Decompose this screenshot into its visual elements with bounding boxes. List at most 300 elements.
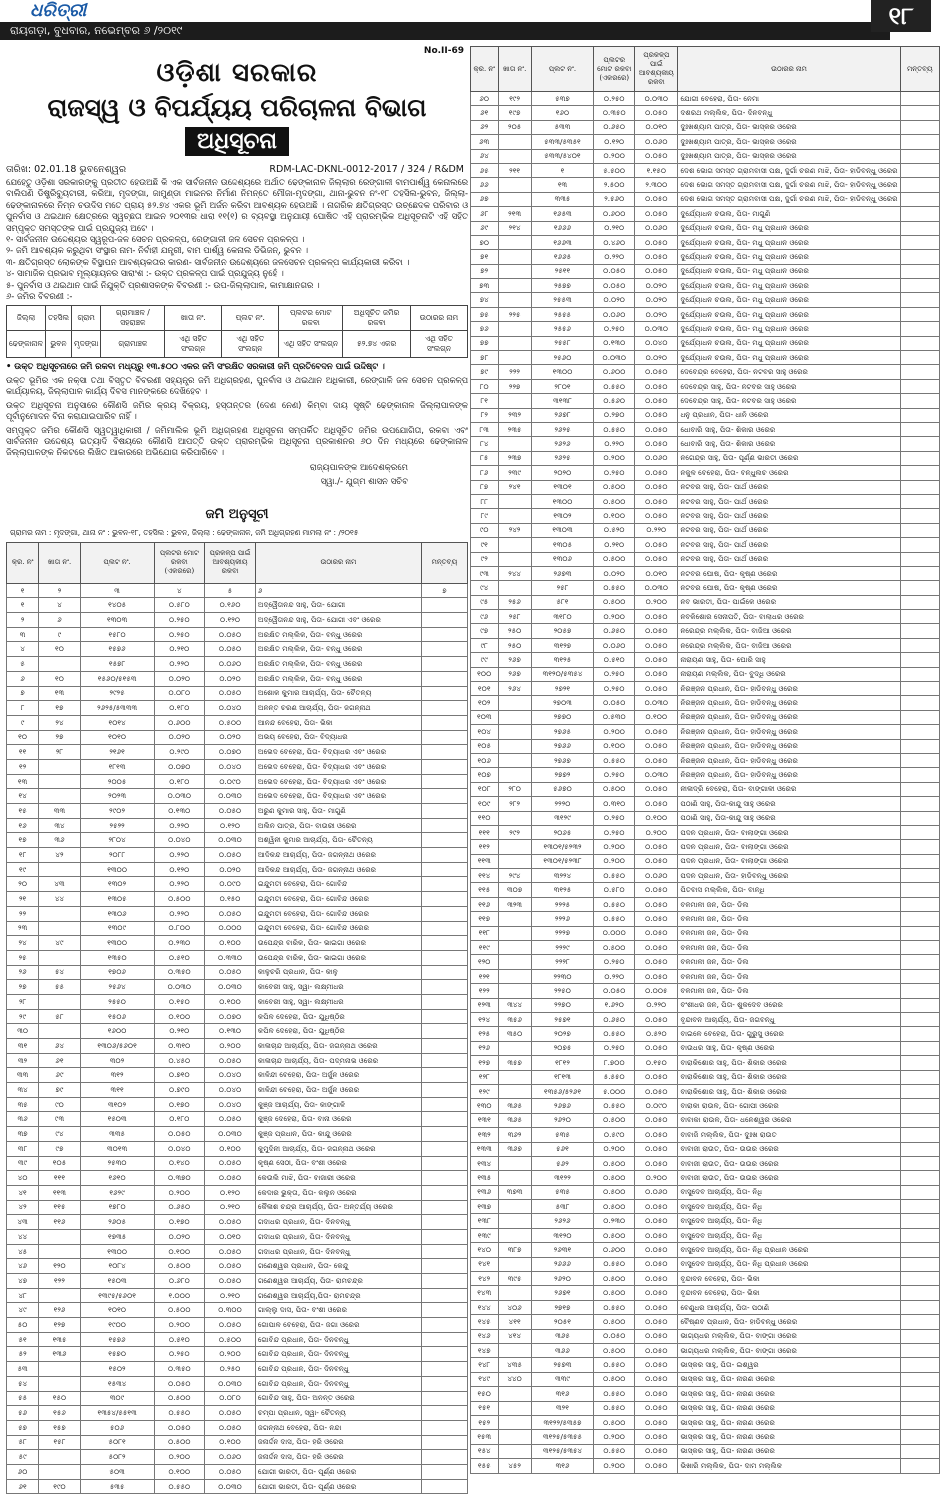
table-cell: [498, 264, 531, 278]
table-cell: ୫୫: [7, 1391, 39, 1406]
table-row: [7, 1420, 468, 1435]
table-cell: ୪୪୦: [498, 1372, 531, 1386]
table-cell: ୨୫୮: [498, 610, 531, 624]
table-cell: ୯୪: [471, 581, 499, 595]
table-cell: ୦.୫୦୦: [594, 494, 635, 508]
table-cell: ୧୨୦: [471, 955, 499, 969]
table-cell: [900, 1084, 939, 1098]
table-cell: କପିଳ ଦେହେରା, ପିତା- ଯୁଧିଷ୍ଠିର: [255, 1024, 421, 1039]
table-cell: ୧୫୮୦: [80, 627, 154, 642]
table-cell: ୦.୦୬୦: [635, 451, 678, 465]
table-cell: ବଳମାଳୀ ଜନ, ପିତା- ଡିଲ: [678, 941, 900, 955]
table-cell: ୦.୦୫୦: [635, 941, 678, 955]
table-cell: [39, 657, 80, 672]
table-cell: ଅଭେଦ ବେହେରା, ପିତା- ବିଦ୍ୟାଧର ଏବଂ ଓରେର: [255, 759, 421, 774]
table-cell: [498, 941, 531, 955]
table-cell: ୫୩୩/୫୩୫୧: [531, 135, 593, 149]
table-cell: ୨୬୭୧: [531, 1286, 593, 1300]
table-cell: [900, 1372, 939, 1386]
table-cell: ୦.୦୫୦: [635, 379, 678, 393]
table-cell: ଗଦାଧର ପ୍ରଧାନ, ପିତା- ଦିନବନ୍ଧୁ: [255, 1229, 421, 1244]
table-cell: ୦.୦୫୦: [635, 1459, 678, 1473]
table-cell: ୮.୭୦୦: [594, 1056, 635, 1070]
table-cell: ୨୦୨୦: [531, 466, 593, 480]
table-cell: ୯୫: [471, 595, 499, 609]
table-cell: ୧୩୦୧/୫୨୩୮: [531, 854, 593, 868]
table-cell: ୧୫୦: [471, 1387, 499, 1401]
table-cell: ନିରଞ୍ଜନ ପ୍ରଧାନ, ପିତା- ହାଡିବନ୍ଧୁ ଓରେର: [678, 739, 900, 753]
table-cell: ୧୫୩୪: [80, 1376, 154, 1391]
table-cell: ୩୦୧୩: [80, 1141, 154, 1156]
table-cell: ୦.୦୫୦: [635, 1013, 678, 1027]
table-cell: ୫୩୩/୫୪୦୧: [531, 149, 593, 163]
table-cell: ୯୭: [471, 624, 499, 638]
table-cell: [421, 1274, 467, 1289]
table-cell: ୫୭: [7, 1420, 39, 1435]
table-cell: ୧୨୬: [471, 1041, 499, 1055]
table-cell: ୧୧୬: [471, 897, 499, 911]
table-cell: ୦.୫୫୦: [594, 581, 635, 595]
table-cell: ୦.୦୫୦: [635, 264, 678, 278]
table-cell: [498, 725, 531, 739]
table-row: [7, 774, 468, 789]
table-cell: ୫୪: [39, 965, 80, 980]
table-cell: ୦.୦୫୦: [594, 279, 635, 293]
table-cell: ୩୧୨୨: [531, 1171, 593, 1185]
table-cell: ୧୪୫: [471, 1315, 499, 1329]
table-cell: ୫.୫୦୦: [594, 163, 635, 177]
info-header-cell: ପ୍ଲଟର ମୋଟ ରକବା: [279, 306, 343, 331]
table-cell: ୦.୨୯୦: [154, 745, 205, 760]
table-cell: [498, 1444, 531, 1458]
table-row: [471, 912, 940, 926]
table-cell: ୨୦୨୭: [531, 1027, 593, 1041]
table-cell: ୨୩୫: [498, 422, 531, 436]
table-row: [471, 782, 940, 796]
table-cell: ୧୧୧: [39, 1171, 80, 1186]
table-cell: ୧୫୧: [471, 1401, 499, 1415]
table-cell: ୨୬୨୫: [531, 422, 593, 436]
table-cell: ୧୦୧୦: [80, 1303, 154, 1318]
table-row: [7, 1450, 468, 1465]
table-cell: ଇନ୍ଦୁମତୀ ବେହେରା, ପିତା- ଗୋବିନ୍ଦ ଓରେର: [255, 906, 421, 921]
table-cell: ନଟବର ସାହୁ, ପିତା- ପାର୍ଥ ଓରେର: [678, 494, 900, 508]
table-cell: [900, 667, 939, 681]
table-cell: ୦.୩୩୦: [205, 950, 256, 965]
table-cell: ୦.୦୫୦: [635, 883, 678, 897]
table-cell: ୦.୫୨୦: [635, 1027, 678, 1041]
table-cell: [900, 782, 939, 796]
table-row: [471, 1027, 940, 1041]
table-cell: ୦.୫୦୦: [594, 1228, 635, 1242]
table-cell: ୨୧୬୧: [80, 745, 154, 760]
table-cell: ୦.୫୧୦: [154, 1332, 205, 1347]
table-cell: ନଗେନ୍ଦ୍ର ସାହୁ, ପିତା- ପୂର୍ଣ୍ଣ ଭାରତୀ ଓରେର: [678, 451, 900, 465]
table-cell: ୦.୫୫୦: [594, 1257, 635, 1271]
table-cell: [498, 1257, 531, 1271]
table-cell: ୦.୦୬୦: [635, 221, 678, 235]
table-row: [7, 818, 468, 833]
table-cell: ୬୭: [471, 192, 499, 206]
table-cell: [421, 1039, 467, 1054]
notice-title-government: ଓଡ଼ିଶା ସରକାର: [156, 58, 318, 88]
table-cell: ୧୦୭: [471, 768, 499, 782]
table-cell: ୦.୦୪୦: [154, 833, 205, 848]
table-cell: ୧.୦୦୦: [154, 1288, 205, 1303]
table-cell: ୦.୧୨୦: [205, 1185, 256, 1200]
table-cell: ୦.୨୦୦: [594, 1430, 635, 1444]
table-row: [471, 394, 940, 408]
table-cell: [421, 1347, 467, 1362]
table-row: [471, 1041, 940, 1055]
notice-points: [6, 234, 468, 302]
table-cell: ୦.୦୩୦: [205, 833, 256, 848]
table-cell: [421, 1185, 467, 1200]
table-cell: [900, 466, 939, 480]
table-cell: ୧୨୩: [471, 998, 499, 1012]
table-cell: ୭: [7, 686, 39, 701]
table-cell: [900, 1286, 939, 1300]
table-cell: ୨୩: [7, 921, 39, 936]
info-header-cell: ଜିଲ୍ଲା: [7, 306, 46, 331]
table-cell: ୩୬୫: [498, 1099, 531, 1113]
table-row: [471, 797, 940, 811]
table-cell: ୨୫୬: [498, 595, 531, 609]
table-cell: ୬୨: [471, 120, 499, 134]
table-cell: ୩୦: [7, 1024, 39, 1039]
table-row: [471, 480, 940, 494]
table-row: [471, 1128, 940, 1142]
table-cell: ୫୩୫: [531, 1128, 593, 1142]
table-cell: ୦.୦୫୦: [635, 897, 678, 911]
table-row: [471, 811, 940, 825]
table-cell: [498, 1401, 531, 1415]
table-cell: [900, 1027, 939, 1041]
table-cell: ୦.୫୫୦: [594, 753, 635, 767]
table-cell: ୫୮୧: [531, 595, 593, 609]
table-cell: [900, 955, 939, 969]
table-cell: [421, 877, 467, 892]
table-cell: ୦.୦୫୦: [205, 1259, 256, 1274]
table-cell: ୦.୦୫୦: [635, 235, 678, 249]
table-cell: ୭୬: [471, 322, 499, 336]
table-cell: [900, 221, 939, 235]
table-cell: ୧୬୬୫: [531, 250, 593, 264]
table-row: [471, 1444, 940, 1458]
table-cell: ୦.୫୦୦: [594, 782, 635, 796]
table-row: [7, 686, 468, 701]
table-cell: ନକୁଳ ବେହେରା, ପିତା- ବନ୍ଧୁଲଚ ଓରେର: [678, 466, 900, 480]
table-cell: ୬୬: [471, 178, 499, 192]
table-cell: ୦.୫୧୦: [594, 653, 635, 667]
table-cell: ୦.୧୬୦: [205, 598, 256, 613]
table-cell: ୦.୫୦୦: [594, 941, 635, 955]
table-cell: ୦.୦୫୦: [635, 682, 678, 696]
table-cell: [900, 739, 939, 753]
table-cell: ୭୪: [471, 293, 499, 307]
table-cell: ୨୮୦୪: [80, 833, 154, 848]
table-row: [7, 1185, 468, 1200]
table-row: [7, 642, 468, 657]
table-cell: ୦.୦୫୦: [635, 610, 678, 624]
table-cell: ୦.୨୨୦: [154, 906, 205, 921]
table-row: [471, 1228, 940, 1242]
table-cell: ଅଭୟ ବେହେରା, ପିତା- ବିଦ୍ୟାଧର: [255, 730, 421, 745]
table-cell: ୦.୨୧୦: [154, 1024, 205, 1039]
table-cell: ୦.୨୫୦: [594, 768, 635, 782]
table-cell: ୯୦: [471, 523, 499, 537]
table-cell: ୮୫: [471, 451, 499, 465]
table-cell: ୦.୦୫୦: [205, 804, 256, 819]
table-cell: ୨୨୫୦: [531, 984, 593, 998]
table-cell: ୯୩: [471, 566, 499, 580]
table-row: [7, 1024, 468, 1039]
table-cell: [39, 789, 80, 804]
table-cell: ୧୩୫୪/୫୫୧୩: [80, 1406, 154, 1421]
table-cell: [39, 1229, 80, 1244]
table-cell: ୨୬୨୦: [531, 1272, 593, 1286]
table-cell: [900, 135, 939, 149]
table-cell: ଉପେନ୍ଦ୍ର ବାରିକ, ପିତା- ଭାଇଗା ଓରେର: [255, 950, 421, 965]
table-cell: [900, 451, 939, 465]
table-cell: ୧୭: [39, 701, 80, 716]
table-cell: ୨୯୦୨: [80, 804, 154, 819]
table-cell: ଗଦାଧର ପ୍ରଧାନ, ପିତା- ଦିନବନ୍ଧୁ: [255, 1215, 421, 1230]
table-cell: [900, 351, 939, 365]
table-cell: ୧୧୯: [471, 941, 499, 955]
table-cell: ନବ ଭାରତୀ, ପିତା- ପାଇଁକେ ଓରେର: [678, 595, 900, 609]
table-cell: ନାରାୟଣ ମଲ୍ଲିକ, ପିତା- ବୁଦ୍ଧି ଓରେର: [678, 667, 900, 681]
table-row: [7, 1347, 468, 1362]
table-cell: ୦.୨୧୦: [205, 1200, 256, 1215]
table-cell: ୦.୧୦୦: [635, 710, 678, 724]
table-cell: ୧: [7, 598, 39, 613]
table-cell: ୩୫: [7, 1097, 39, 1112]
table-cell: [900, 566, 939, 580]
table-cell: ୦.୦୫୦: [635, 149, 678, 163]
table-cell: ୨୫୫୩: [531, 293, 593, 307]
table-row: [471, 92, 940, 106]
table-cell: ୪୫: [7, 1244, 39, 1259]
table-cell: ୨୦୫୭: [531, 624, 593, 638]
table-cell: ୧୩୫୦: [80, 950, 154, 965]
table-cell: ୩୮: [7, 1141, 39, 1156]
table-cell: ବାସୁଦେବ ଆଚାର୍ଯ୍ୟ, ପିତା- ନିଧି: [678, 1214, 900, 1228]
table-cell: [900, 1214, 939, 1228]
table-cell: [900, 912, 939, 926]
table-cell: [900, 753, 939, 767]
table-cell: ୩୧୨୫/୫୩୫୪: [531, 1444, 593, 1458]
table-cell: ୧୫୭୬: [80, 642, 154, 657]
table-cell: [900, 725, 939, 739]
table-cell: ୧୦୧୦: [80, 730, 154, 745]
table-cell: କୁମୁଦିନୀ ଆଚାର୍ଯ୍ୟ, ପିତା- ଜଗନ୍ନାଥ ଓରେର: [255, 1141, 421, 1156]
table-row: [471, 1171, 940, 1185]
table-cell: [498, 854, 531, 868]
table-cell: ୨୬୨୬: [531, 437, 593, 451]
land-schedule-table: [6, 542, 468, 1495]
table-cell: ୨୫: [7, 950, 39, 965]
table-cell: [39, 1288, 80, 1303]
table-cell: ପଠାଣି ସାହୁ, ପିତା-କାନ୍ଦୁ ସାହୁ ଓରେର: [678, 797, 900, 811]
table-cell: ୧୩୯: [471, 1228, 499, 1242]
table-cell: [498, 250, 531, 264]
table-cell: ଅରକ୍ଷିତ ମଲ୍ଲିକ, ପିତା- ବନ୍ଧୁ ଓରେର: [255, 627, 421, 642]
table-cell: [498, 1387, 531, 1401]
table-cell: ୧: [7, 583, 39, 598]
table-cell: [498, 984, 531, 998]
table-cell: [900, 192, 939, 206]
table-cell: ଭାସ୍କର ସାହୁ, ପିତା- ନାରଣ ଓରେର: [678, 1387, 900, 1401]
table-row: [471, 365, 940, 379]
table-cell: ୧୪୪: [471, 1300, 499, 1314]
info-cell: ୫୨.୭୪ ଏକର: [343, 331, 411, 358]
table-cell: ୯: [39, 627, 80, 642]
table-cell: ଯୋଗୀ ଭାରତୀ, ପିତା- ପୂର୍ଣ୍ଣ ଓରେର: [255, 1479, 421, 1494]
table-row: [471, 235, 940, 249]
table-cell: ୨୫୧୧: [531, 264, 593, 278]
table-cell: ୩୯: [7, 1156, 39, 1171]
table-cell: ୫୧: [7, 1332, 39, 1347]
table-cell: [900, 1013, 939, 1027]
table-cell: ୦.୨୦୦: [594, 725, 635, 739]
table-cell: ୦.୧୫୦: [154, 994, 205, 1009]
table-cell: ୦.୦୫୦: [635, 1142, 678, 1156]
table-cell: ୪୯: [39, 936, 80, 951]
table-row: [471, 883, 940, 897]
table-cell: ୦.୦୫୦: [205, 627, 256, 642]
table-cell: ୧୬୦୦: [80, 1024, 154, 1039]
table-cell: ୨୨୭: [498, 379, 531, 393]
table-cell: [900, 811, 939, 825]
table-cell: ୦.୫୫୦: [594, 1027, 635, 1041]
table-cell: ୩୧୨୫: [531, 883, 593, 897]
table-cell: [421, 745, 467, 760]
table-cell: [421, 1009, 467, 1024]
table-cell: ୦.୫୦୦: [594, 1113, 635, 1127]
table-row: [471, 854, 940, 868]
table-cell: ୦.୧୭୦: [154, 1097, 205, 1112]
table-cell: ୫୮: [39, 1009, 80, 1024]
table-row: [471, 192, 940, 206]
table-cell: ୧: [531, 163, 593, 177]
table-cell: ୦.୦୨୦: [635, 279, 678, 293]
table-cell: ୧୪୬: [471, 1329, 499, 1343]
table-cell: [39, 1362, 80, 1377]
table-cell: ପଦନ ପ୍ରଧାନ, ପିତା- ବାଲାଙ୍ଗା ଓରେର: [678, 840, 900, 854]
schedule-column-right: [470, 46, 940, 1474]
table-cell: [421, 1288, 467, 1303]
table-cell: ୦.୧୦୦: [154, 1464, 205, 1479]
table-cell: ଅଦ୍ୱୈତାନନ୍ଦ ସାହୁ, ପିତା- ଯୋଗୀ: [255, 598, 421, 613]
table-cell: ୨୬୨୦: [531, 1113, 593, 1127]
table-cell: [421, 994, 467, 1009]
table-cell: କାବେରୀ ସାହୁ, ସ୍ୱା- ଲକ୍ଷ୍ମୀଧର: [255, 980, 421, 995]
table-cell: ୦.୦୫୦: [635, 422, 678, 436]
table-cell: ୧୩୭: [471, 1200, 499, 1214]
table-cell: ୦.୦୩୦: [205, 789, 256, 804]
table-cell: [498, 1070, 531, 1084]
table-cell: ୦.୬୫୦: [594, 624, 635, 638]
table-cell: [421, 1229, 467, 1244]
info-cell: ଏଥି ସହିତ ସଂଲଗ୍ନ: [410, 331, 467, 358]
table-cell: ୨୬୭୮: [531, 408, 593, 422]
table-cell: ୦.୦୯୦: [205, 877, 256, 892]
table-cell: ୦.୦୫୦: [205, 1406, 256, 1421]
table-cell: ୧୩୦୦: [80, 1244, 154, 1259]
table-cell: ୦.୦୫୦: [635, 394, 678, 408]
table-cell: ୨୦୭୫: [531, 1041, 593, 1055]
table-cell: [498, 322, 531, 336]
table-cell: ୦.୫୬୦: [594, 394, 635, 408]
table-cell: ୦.୦୫୦: [205, 1244, 256, 1259]
table-cell: ୦.୩୭୦: [154, 1171, 205, 1186]
table-cell: ୦.୦୫୦: [205, 642, 256, 657]
table-cell: ଚମ୍ପା ପ୍ରଧାନ, ସ୍ୱା- ଚୈତନ୍ୟ: [255, 1406, 421, 1421]
table-cell: [498, 135, 531, 149]
table-cell: [421, 598, 467, 613]
info-cell: ଏଥି ସହିତ ସଂଲଗ୍ନ: [279, 331, 343, 358]
table-cell: ୩୩: [7, 1068, 39, 1083]
table-cell: ୩୧୨୫/୫୩୫୫: [531, 1430, 593, 1444]
info-header-cell: ତହସିଲ: [45, 306, 71, 331]
table-cell: ବାରାକା ରାଉଳ, ପିତା- ଗୋପୀ ଓରେର: [678, 1099, 900, 1113]
table-cell: ୧୦୫: [471, 739, 499, 753]
table-cell: ୦.୦୫୦: [635, 782, 678, 796]
table-cell: ୧୩୩: [471, 1142, 499, 1156]
table-cell: ୮୬: [471, 466, 499, 480]
table-cell: ୦.୫୦୦: [154, 1259, 205, 1274]
notice-title-notification: ଅଧିସୂଚନା: [185, 127, 289, 156]
table-cell: ନିରଞ୍ଜନ ପ୍ରଧାନ, ପିତା- ହାଡିବନ୍ଧୁ ଓରେର: [678, 725, 900, 739]
table-cell: ୪୫୨: [498, 1459, 531, 1473]
table-cell: [421, 715, 467, 730]
table-cell: ଜନାର୍ଦ୍ଦନ ଦାସ, ପିତା- ହରି ଓରେର: [255, 1435, 421, 1450]
table-cell: ଇନ୍ଦୁମତୀ ବେହେରା, ପିତା- ଗୋବିନ୍ଦ ଓରେର: [255, 921, 421, 936]
table-cell: [900, 840, 939, 854]
table-cell: ୪: [39, 598, 80, 613]
table-cell: ୨୫୬୪: [80, 980, 154, 995]
table-row: [471, 1372, 940, 1386]
table-cell: ୦.୦୫୦: [635, 1286, 678, 1300]
table-cell: [421, 1215, 467, 1230]
table-cell: ୨୬୭୩: [531, 566, 593, 580]
table-cell: [421, 1127, 467, 1142]
table-cell: ୦.୦୩୦: [205, 1479, 256, 1494]
table-cell: ୩୧୬: [531, 1387, 593, 1401]
table-cell: ଅଲିନ ପାତ୍ର, ପିତା- ବାଉରୀ ଓରେର: [255, 818, 421, 833]
table-cell: ୪୩: [7, 1215, 39, 1230]
table-cell: ୬୯: [471, 221, 499, 235]
table-cell: [900, 538, 939, 552]
table-row: [471, 1415, 940, 1429]
table-cell: ୧୫୪: [471, 1444, 499, 1458]
table-cell: ଇନ୍ଦୁମତୀ ବେହେରା, ପିତା- ଗୋବିନ୍ଦ ଓରେର: [255, 892, 421, 907]
table-cell: ୧୦: [39, 642, 80, 657]
table-row: [7, 804, 468, 819]
table-cell: ୦.୦୫୦: [205, 1318, 256, 1333]
table-row: [471, 451, 940, 465]
table-cell: ୨୨୨୦: [531, 797, 593, 811]
table-cell: ୬୪: [39, 1039, 80, 1054]
table-cell: [900, 1099, 939, 1113]
table-cell: ୧୬୬୬: [531, 221, 593, 235]
table-cell: ୦.୫୦୦: [594, 480, 635, 494]
table-row: [7, 1435, 468, 1450]
table-cell: ନଟବର ସାହୁ, ପିତା- ପାର୍ଥ ଓରେର: [678, 480, 900, 494]
table-cell: [900, 1142, 939, 1156]
table-cell: ୦.୨୧୦: [594, 538, 635, 552]
